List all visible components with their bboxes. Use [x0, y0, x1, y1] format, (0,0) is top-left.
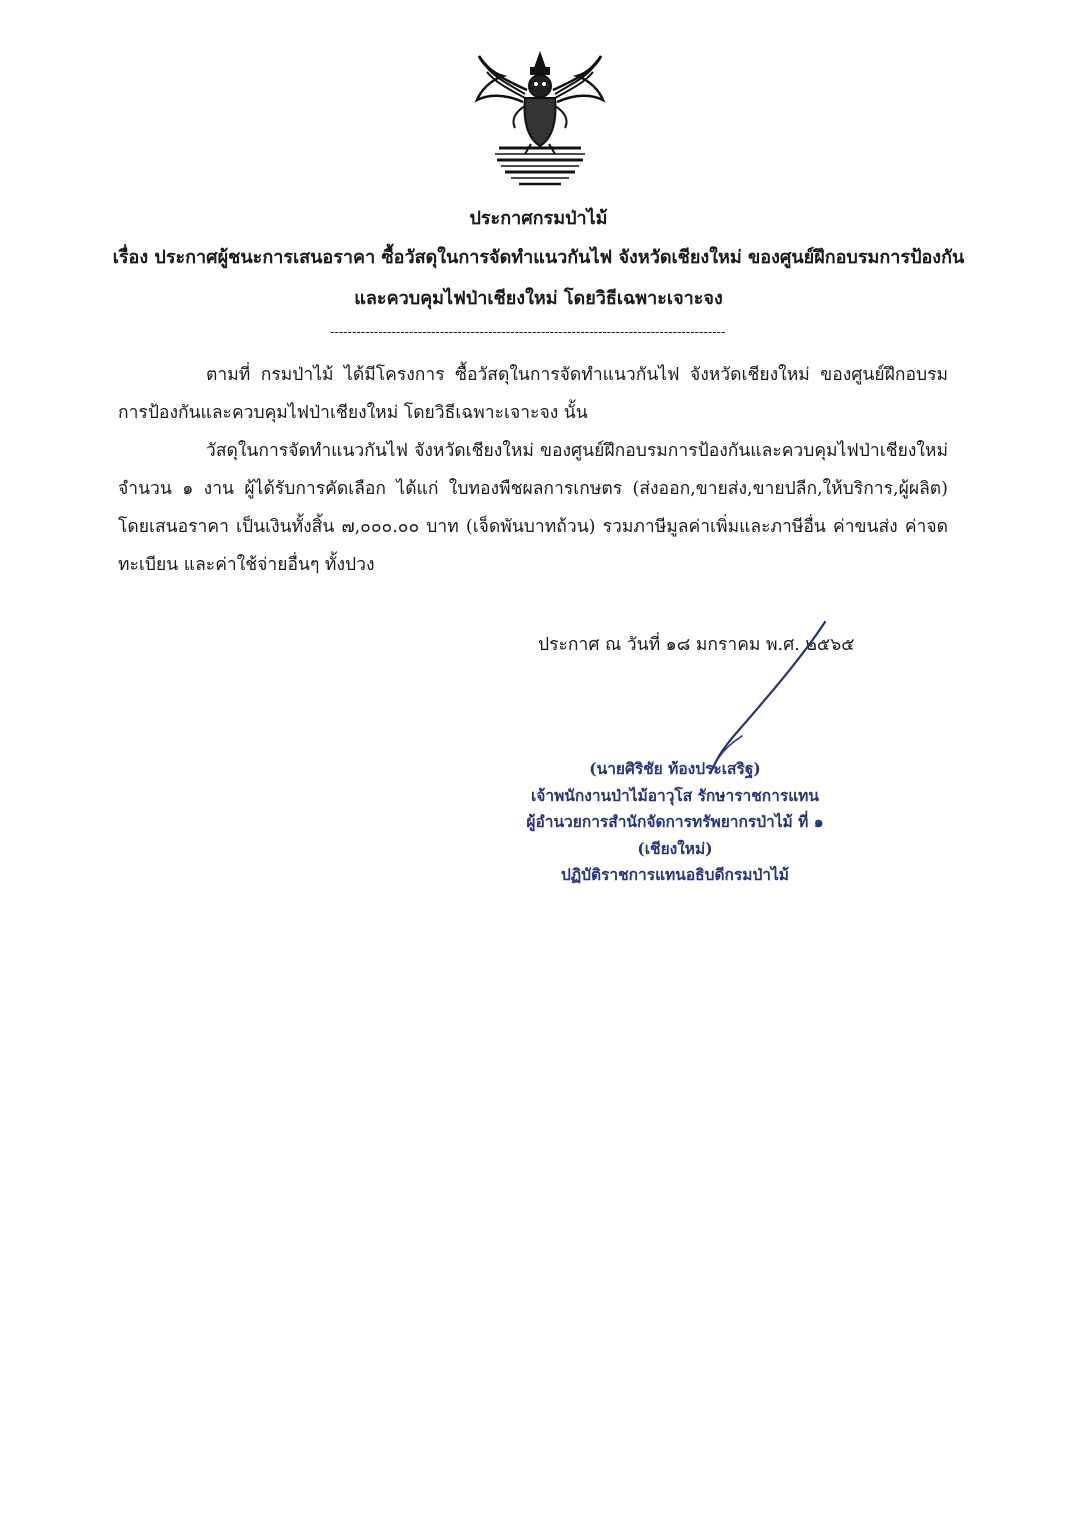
signatory-position-3: ปฏิบัติราชการแทนอธิบดีกรมป่าไม้ [560, 865, 790, 884]
body-paragraph-1: ตามที่ กรมป่าไม้ ได้มีโครงการ ซื้อวัสดุในการจัดทำแนวกันไฟ จังหวัดเชียงใหม่ ของศูนย์ฝึกอบรมการป้องกันและควบคุมไฟป่าเชียงใหม่ โดยวิธีเฉพาะเจาะจง นั้น [118, 365, 948, 423]
announcement-date: ประกาศ ณ วันที่ ๑๘ มกราคม พ.ศ. ๒๕๖๕ [538, 635, 855, 655]
subject-line-1: เรื่อง ประกาศผู้ชนะการเสนอราคา ซื้อวัสดุในการจัดทำแนวกันไฟ จังหวัดเชียงใหม่ ของศูนย์ฝึกอบรมการป้องกัน [112, 247, 965, 268]
signature-block [495, 756, 855, 889]
signatory-position-2: ผู้อำนวยการสำนักจัดการทรัพยากรป่าไม้ ที่ ๑ (เชียงใหม่) [526, 812, 824, 858]
body-paragraph-2: วัสดุในการจัดทำแนวกันไฟ จังหวัดเชียงใหม่ ของศูนย์ฝึกอบรมการป้องกันและควบคุมไฟป่าเชียงใหม่ จำนวน ๑ งาน ผู้ได้รับการคัดเลือก ได้แก่ ใบทองพืชผลการเกษตร (ส่งออก,ขายส่ง,ขายปลีก,ให้บริการ,ผู้ผลิต) โดยเสนอราคา เป็นเงินทั้งสิ้น ๗,๐๐๐.๐๐ บาท (เจ็ดพันบาทถ้วน) รวมภาษีมูลค่าเพิ่มและภาษีอื่น ค่าขนส่ง ค่าจดทะเบียน และค่าใช้จ่ายอื่นๆ ทั้งปวง [118, 441, 948, 575]
garuda-emblem-icon [465, 50, 615, 190]
subject-line-2: และควบคุมไฟป่าเชียงใหม่ โดยวิธีเฉพาะเจาะจง [354, 288, 723, 309]
signatory-position-1: เจ้าพนักงานป่าไม้อาวุโส รักษาราชการแทน [531, 785, 819, 805]
signatory-name: (นายศิริชัย ท้องประเสริฐ) [589, 759, 761, 778]
divider-line: ------------------------------------------------------------------------------------------ [330, 326, 726, 340]
document-title: ประกาศกรมป่าไม้ [469, 208, 608, 229]
